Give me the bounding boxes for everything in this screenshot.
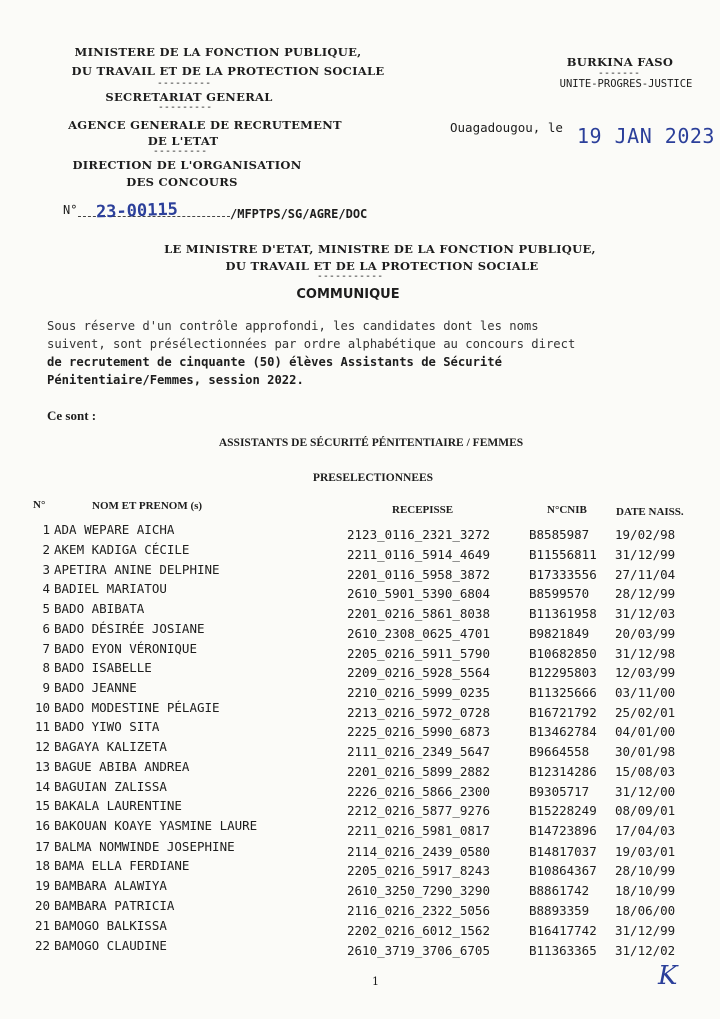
cnib-number: B14817037 (529, 844, 597, 859)
page-number: 1 (372, 975, 379, 988)
row-number: 9 (42, 680, 50, 695)
candidate-name: BADO JEANNE (54, 680, 137, 695)
candidate-name: BAMBARA ALAWIYA (54, 878, 167, 893)
candidate-name: BAKALA LAURENTINE (54, 798, 182, 813)
cnib-number: B9821849 (529, 626, 590, 641)
recepisse-number: 2116_0216_2322_5056 (347, 903, 490, 918)
table-row (0, 878, 720, 898)
table-row (0, 581, 720, 601)
table-row (0, 680, 720, 700)
cnib-number: B14723896 (529, 823, 597, 838)
cnib-number: B11361958 (529, 606, 597, 621)
cnib-number: B16721792 (529, 705, 597, 720)
candidate-name: BAKOUAN KOAYE YASMINE LAURE (54, 818, 258, 833)
recepisse-number: 2205_0216_5917_8243 (347, 863, 490, 878)
cnib-number: B9664558 (529, 744, 590, 759)
place-label: Ouagadougou, le (450, 120, 563, 135)
table-row (0, 719, 720, 739)
row-number: 6 (42, 621, 50, 636)
row-number: 12 (34, 739, 50, 754)
cnib-number: B17333556 (529, 567, 597, 582)
handwritten-initials: K (658, 961, 678, 991)
cnib-number: B16417742 (529, 923, 597, 938)
row-number: 7 (42, 641, 50, 656)
minister-separator: ----------- (316, 271, 384, 282)
document-title: COMMUNIQUE (296, 287, 400, 302)
reference-prefix: N° (63, 203, 78, 217)
candidate-name: BADO ISABELLE (54, 660, 152, 675)
recepisse-number: 2211_0216_5981_0817 (347, 823, 490, 838)
birth-date: 04/01/00 (615, 724, 676, 739)
cnib-number: B8861742 (529, 883, 590, 898)
ministry-line-2: DU TRAVAIL ET DE LA PROTECTION SOCIALE (71, 64, 385, 78)
row-number: 5 (42, 601, 50, 616)
birth-date: 31/12/98 (615, 646, 676, 661)
table-row (0, 858, 720, 878)
birth-date: 12/03/99 (615, 665, 676, 680)
row-number: 18 (34, 858, 50, 873)
birth-date: 31/12/00 (615, 784, 676, 799)
recepisse-number: 2213_0216_5972_0728 (347, 705, 490, 720)
birth-date: 19/03/01 (615, 844, 676, 859)
candidate-name: BADO ABIBATA (54, 601, 145, 616)
cnib-number: B9305717 (529, 784, 590, 799)
cnib-number: B12314286 (529, 764, 597, 779)
table-row (0, 839, 720, 859)
recepisse-number: 2212_0216_5877_9276 (347, 803, 490, 818)
table-row (0, 739, 720, 759)
col-header-name: NOM ET PRENOM (s) (92, 500, 203, 512)
subsection-title: PRESELECTIONNEES (312, 472, 434, 484)
candidate-name: BAMOGO CLAUDINE (54, 938, 167, 953)
row-number: 4 (42, 581, 50, 596)
table-row (0, 621, 720, 641)
table-row (0, 562, 720, 582)
cnib-number: B10682850 (529, 646, 597, 661)
header-separator: --------- (157, 102, 213, 113)
row-number: 20 (34, 898, 50, 913)
candidate-name: BAGUIAN ZALISSA (54, 779, 167, 794)
candidate-name: BADO DÉSIRÉE JOSIANE (54, 621, 205, 636)
direction-line-1: DIRECTION DE L'ORGANISATION (72, 158, 302, 172)
birth-date: 15/08/03 (615, 764, 676, 779)
row-number: 13 (34, 759, 50, 774)
table-row (0, 601, 720, 621)
table-row (0, 542, 720, 562)
birth-date: 27/11/04 (615, 567, 676, 582)
recepisse-number: 2210_0216_5999_0235 (347, 685, 490, 700)
recepisse-number: 2610_3250_7290_3290 (347, 883, 490, 898)
candidate-name: APETIRA ANINE DELPHINE (54, 562, 220, 577)
row-number: 15 (34, 798, 50, 813)
cnib-number: B13462784 (529, 724, 597, 739)
row-number: 1 (42, 522, 50, 537)
col-header-cnib: N°CNIB (547, 504, 587, 516)
cnib-number: B12295803 (529, 665, 597, 680)
candidate-name: BAMOGO BALKISSA (54, 918, 167, 933)
table-row (0, 522, 720, 542)
cnib-number: B8893359 (529, 903, 590, 918)
recepisse-number: 2225_0216_5990_6873 (347, 724, 490, 739)
row-number: 17 (34, 839, 50, 854)
birth-date: 28/12/99 (615, 586, 676, 601)
table-row (0, 700, 720, 720)
table-row (0, 779, 720, 799)
reference-suffix: /MFPTPS/SG/AGRE/DOC (230, 207, 368, 221)
candidate-name: BALMA NOMWINDE JOSEPHINE (54, 839, 235, 854)
recepisse-number: 2209_0216_5928_5564 (347, 665, 490, 680)
candidate-name: BADO MODESTINE PÉLAGIE (54, 700, 220, 715)
header-separator: --------- (152, 146, 208, 157)
birth-date: 18/10/99 (615, 883, 676, 898)
table-row (0, 938, 720, 958)
candidate-name: BADIEL MARIATOU (54, 581, 167, 596)
recepisse-number: 2610_5901_5390_6804 (347, 586, 490, 601)
intro-line-3: de recrutement de cinquante (50) élèves Assistants de Sécurité (47, 355, 502, 369)
recepisse-number: 2205_0216_5911_5790 (347, 646, 490, 661)
direction-line-2: DES CONCOURS (126, 175, 238, 189)
birth-date: 28/10/99 (615, 863, 676, 878)
birth-date: 08/09/01 (615, 803, 676, 818)
candidate-name: BADO YIWO SITA (54, 719, 160, 734)
minister-line-1: LE MINISTRE D'ETAT, MINISTRE DE LA FONCTION PUBLIQUE, (164, 242, 596, 256)
table-row (0, 641, 720, 661)
candidate-name: BAMBARA PATRICIA (54, 898, 175, 913)
recepisse-number: 2123_0116_2321_3272 (347, 527, 490, 542)
table-row (0, 898, 720, 918)
birth-date: 30/01/98 (615, 744, 676, 759)
table-row (0, 818, 720, 838)
intro-line-4: Pénitentiaire/Femmes, session 2022. (47, 373, 304, 387)
recepisse-number: 2202_0216_6012_1562 (347, 923, 490, 938)
recepisse-number: 2201_0216_5861_8038 (347, 606, 490, 621)
birth-date: 17/04/03 (615, 823, 676, 838)
recepisse-number: 2201_0116_5958_3872 (347, 567, 490, 582)
table-row (0, 918, 720, 938)
national-motto: UNITE-PROGRES-JUSTICE (559, 78, 693, 90)
row-number: 10 (34, 700, 50, 715)
candidate-name: BADO EYON VÉRONIQUE (54, 641, 197, 656)
col-header-no: N° (33, 499, 46, 511)
candidate-name: BAMA ELLA FERDIANE (54, 858, 190, 873)
agency-line-1: AGENCE GENERALE DE RECRUTEMENT (68, 118, 342, 132)
country-name: BURKINA FASO (566, 55, 674, 69)
intro-line-2: suivent, sont présélectionnées par ordre alphabétique au concours direct (47, 337, 576, 351)
candidate-name: AKEM KADIGA CÉCILE (54, 542, 190, 557)
secretariat-title: SECRETARIAT GENERAL (105, 90, 273, 104)
row-number: 14 (34, 779, 50, 794)
birth-date: 19/02/98 (615, 527, 676, 542)
agency-line-2: DE L'ETAT (147, 134, 219, 148)
col-header-recepisse: RECEPISSE (392, 504, 454, 516)
header-separator: --------- (156, 78, 212, 89)
birth-date: 31/12/99 (615, 923, 676, 938)
birth-date: 18/06/00 (615, 903, 676, 918)
table-row (0, 759, 720, 779)
row-number: 11 (34, 719, 50, 734)
row-number: 19 (34, 878, 50, 893)
recepisse-number: 2111_0216_2349_5647 (347, 744, 490, 759)
recepisse-number: 2211_0116_5914_4649 (347, 547, 490, 562)
row-number: 3 (42, 562, 50, 577)
minister-line-2: DU TRAVAIL ET DE LA PROTECTION SOCIALE (225, 259, 539, 273)
table-row (0, 798, 720, 818)
recepisse-number: 2114_0216_2439_0580 (347, 844, 490, 859)
candidate-name: ADA WEPARE AICHA (54, 522, 175, 537)
cnib-number: B11325666 (529, 685, 597, 700)
recepisse-number: 2226_0216_5866_2300 (347, 784, 490, 799)
birth-date: 31/12/03 (615, 606, 676, 621)
recepisse-number: 2610_3719_3706_6705 (347, 943, 490, 958)
col-header-date: DATE NAISS. (616, 506, 684, 518)
row-number: 22 (34, 938, 50, 953)
cnib-number: B11556811 (529, 547, 597, 562)
row-number: 2 (42, 542, 50, 557)
reference-number-stamp: 23-00115 (95, 199, 179, 223)
table-row (0, 660, 720, 680)
row-number: 16 (34, 818, 50, 833)
birth-date: 31/12/02 (615, 943, 676, 958)
cnib-number: B8585987 (529, 527, 590, 542)
row-number: 8 (42, 660, 50, 675)
recepisse-number: 2201_0216_5899_2882 (347, 764, 490, 779)
candidate-name: BAGAYA KALIZETA (54, 739, 167, 754)
row-number: 21 (34, 918, 50, 933)
ministry-line-1: MINISTERE DE LA FONCTION PUBLIQUE, (74, 45, 362, 59)
recepisse-number: 2610_2308_0625_4701 (347, 626, 490, 641)
birth-date: 03/11/00 (615, 685, 676, 700)
birth-date: 25/02/01 (615, 705, 676, 720)
cnib-number: B10864367 (529, 863, 597, 878)
birth-date: 31/12/99 (615, 547, 676, 562)
candidate-name: BAGUE ABIBA ANDREA (54, 759, 190, 774)
cnib-number: B8599570 (529, 586, 590, 601)
intro-line-1: Sous réserve d'un contrôle approfondi, les candidates dont les noms (47, 319, 539, 333)
cnib-number: B15228249 (529, 803, 597, 818)
cnib-number: B11363365 (529, 943, 597, 958)
country-separator: ------- (597, 68, 641, 79)
section-title: ASSISTANTS DE SÉCURITÉ PÉNITENTIAIRE / FEMMES (218, 437, 524, 449)
ce-sont-label: Ce sont : (47, 408, 97, 423)
birth-date: 20/03/99 (615, 626, 676, 641)
date-stamp: 19 JAN 2023 (577, 124, 715, 148)
